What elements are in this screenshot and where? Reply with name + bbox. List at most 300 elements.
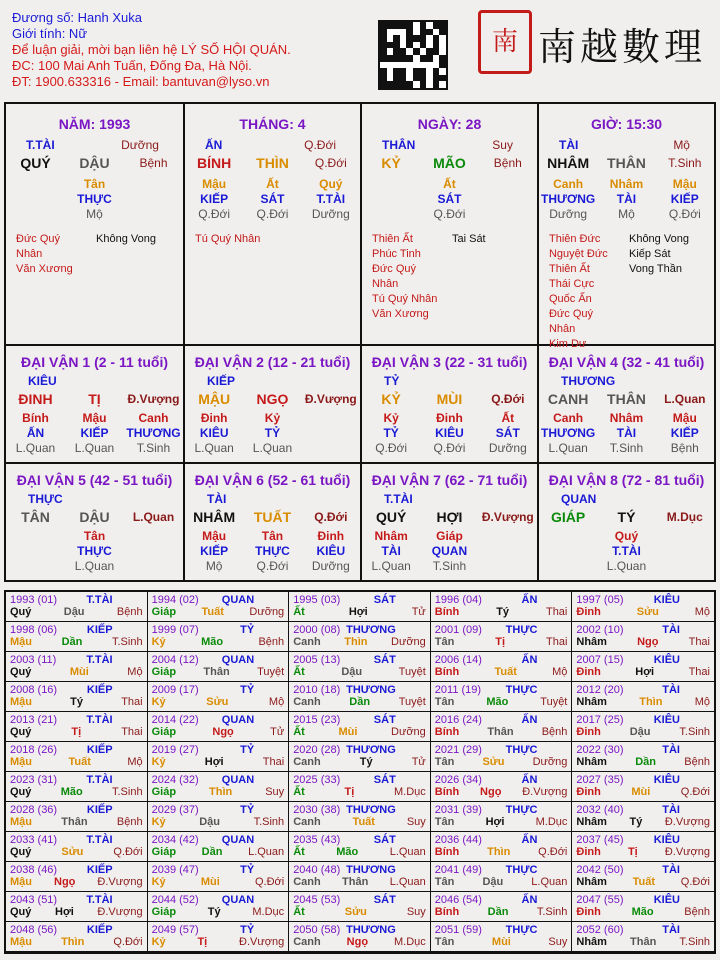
year-label: 2012 (20)	[576, 684, 624, 696]
year-cell[interactable]	[572, 922, 714, 952]
year-stage: Tử	[270, 726, 285, 738]
year-god: KIẾP	[86, 624, 113, 636]
hidden-stage	[656, 559, 714, 574]
hidden-stages	[185, 207, 360, 222]
year-bottom	[435, 786, 568, 798]
year-branch: Ngọ	[212, 726, 234, 738]
year-cell[interactable]	[289, 862, 431, 892]
hidden-stage	[6, 559, 65, 574]
dayun-1[interactable]	[6, 346, 183, 462]
year-god: ẤN	[521, 594, 538, 606]
hidden-stem: Mậu	[202, 529, 227, 543]
year-stage: Mộ	[694, 606, 710, 618]
heavenly-stem: MẬU	[198, 391, 231, 407]
year-label: 1999 (07)	[151, 624, 199, 636]
hidden-stage	[124, 207, 183, 222]
year-god: TÀI	[662, 684, 680, 696]
year-cell[interactable]	[572, 592, 714, 622]
hidden-stages	[362, 441, 537, 456]
year-god: TÀI	[662, 804, 680, 816]
year-stage: Tuyệt	[398, 666, 426, 678]
hidden-stage: L.Quan	[74, 559, 115, 573]
year-label: 1996 (04)	[434, 594, 482, 606]
year-branch: Mùi	[338, 726, 358, 738]
year-branch: Thìn	[209, 786, 233, 798]
year-bottom	[435, 606, 568, 618]
star-item: Văn Xương	[371, 308, 429, 320]
year-cell[interactable]	[572, 682, 714, 712]
year-stage: Thai	[545, 606, 568, 618]
year-god: TỶ	[240, 804, 255, 816]
year-top	[293, 594, 426, 606]
year-stage: Mộ	[268, 696, 285, 708]
year-cell[interactable]	[431, 802, 573, 832]
year-top	[152, 834, 285, 846]
year-stem: Giáp	[151, 606, 177, 618]
year-label: 2029 (37)	[151, 804, 199, 816]
star-item: Đức Quý Nhân	[16, 233, 61, 260]
year-cell[interactable]	[6, 832, 148, 862]
year-cell[interactable]	[6, 592, 148, 622]
year-label: 2004 (12)	[151, 654, 199, 666]
year-bottom	[293, 816, 426, 828]
year-cell[interactable]	[572, 862, 714, 892]
seal-logo: 南	[478, 10, 532, 74]
year-top	[10, 714, 143, 726]
dayun-stem-line	[6, 510, 183, 525]
year-stage: Suy	[548, 936, 568, 948]
year-cell[interactable]	[6, 652, 148, 682]
stars-left	[6, 232, 86, 277]
hidden-stem: Quý	[614, 529, 639, 543]
year-top	[435, 684, 568, 696]
year-top	[293, 654, 426, 666]
year-cell[interactable]	[289, 832, 431, 862]
year-stage: Mộ	[127, 756, 143, 768]
year-stage: Tử	[411, 606, 426, 618]
year-top	[293, 924, 426, 936]
year-cell[interactable]	[289, 802, 431, 832]
year-branch: Thân	[61, 816, 88, 828]
year-top	[152, 924, 285, 936]
year-branch: Tý	[207, 906, 221, 918]
year-top	[576, 864, 710, 876]
year-stage: Bệnh	[116, 606, 143, 618]
year-cell[interactable]	[148, 802, 290, 832]
heavenly-stem: TÂN	[21, 509, 50, 525]
year-cell[interactable]	[572, 712, 714, 742]
year-god: KIÊU	[653, 654, 680, 666]
heavenly-stem: GIÁP	[551, 509, 586, 525]
year-cell[interactable]	[6, 772, 148, 802]
year-bottom	[293, 606, 426, 618]
hidden-god	[479, 544, 537, 559]
year-cell[interactable]	[289, 682, 431, 712]
hidden-stem: Đinh	[317, 529, 345, 543]
earthly-branch: DẬU	[79, 155, 110, 171]
year-cell[interactable]	[572, 772, 714, 802]
hidden-stages	[185, 441, 360, 456]
year-stem: Quý	[10, 786, 32, 798]
fate-label: Đ.Vượng	[127, 392, 180, 406]
year-top	[576, 714, 710, 726]
year-cell[interactable]	[148, 742, 290, 772]
earthly-branch: DẬU	[79, 509, 110, 525]
year-bottom	[10, 726, 143, 738]
hidden-stage: L.Quan	[371, 559, 411, 573]
hidden-stems	[185, 411, 360, 426]
year-cell[interactable]	[431, 682, 573, 712]
dayun-title: ĐẠI VẬN 3 (22 - 31 tuổi)	[371, 354, 528, 370]
year-stem: Đinh	[576, 906, 601, 918]
year-bottom	[10, 816, 143, 828]
fate-label: Bệnh	[139, 156, 168, 170]
year-label: 2052 (60)	[576, 924, 624, 936]
year-stem: Mậu	[10, 696, 32, 708]
year-cell[interactable]	[431, 832, 573, 862]
hidden-stages	[6, 559, 183, 574]
year-top	[435, 744, 568, 756]
year-cell[interactable]	[572, 802, 714, 832]
year-bottom	[293, 726, 426, 738]
year-cell[interactable]	[289, 922, 431, 952]
year-god: KIÊU	[653, 834, 680, 846]
year-cell[interactable]	[148, 832, 290, 862]
year-label: 2031 (39)	[434, 804, 482, 816]
year-top	[10, 594, 143, 606]
star-item: Không Vong	[96, 233, 156, 245]
year-bottom	[435, 726, 568, 738]
hidden-stage: L.Quan	[15, 441, 56, 455]
year-cell[interactable]	[289, 592, 431, 622]
year-branch: Tuất	[201, 606, 224, 618]
hidden-stem: Mậu	[202, 177, 227, 191]
hidden-stem	[6, 529, 65, 544]
year-god: T.TÀI	[86, 714, 113, 726]
year-branch: Dần	[349, 696, 371, 708]
stage-label: Mộ	[673, 138, 690, 152]
year-label: 2048 (56)	[10, 924, 58, 936]
year-cell[interactable]	[289, 892, 431, 922]
heavenly-stem: ĐINH	[18, 391, 53, 407]
year-bottom	[10, 756, 143, 768]
year-top	[576, 594, 710, 606]
year-branch: Ngọ	[54, 876, 76, 888]
year-stage: Bệnh	[684, 756, 710, 768]
year-cell[interactable]	[148, 712, 290, 742]
hidden-god: T.TÀI	[316, 192, 346, 206]
year-god: THƯƠNG	[346, 804, 396, 816]
year-branch: Tị	[495, 636, 506, 648]
year-cell[interactable]	[572, 622, 714, 652]
hidden-gods	[362, 426, 537, 441]
year-cell[interactable]	[6, 622, 148, 652]
year-cell[interactable]	[148, 622, 290, 652]
star-item: Thiên Ất	[548, 263, 590, 275]
year-god: T.TÀI	[86, 894, 113, 906]
year-top	[10, 774, 143, 786]
heavenly-stem: QUÝ	[20, 155, 51, 171]
year-cell[interactable]	[431, 712, 573, 742]
year-top	[293, 894, 426, 906]
year-branch: Tuất	[68, 756, 91, 768]
year-cell[interactable]	[6, 802, 148, 832]
heavenly-stem: KỶ	[381, 155, 401, 171]
year-god: TỶ	[240, 924, 255, 936]
year-stage: Đ.Vượng	[664, 846, 710, 858]
year-cell[interactable]	[431, 592, 573, 622]
year-label: 2049 (57)	[151, 924, 199, 936]
stars-right	[265, 232, 275, 247]
hidden-stage: Dưỡng	[488, 441, 527, 455]
hidden-stage: L.Quan	[548, 441, 588, 455]
year-bottom	[435, 636, 568, 648]
year-cell[interactable]	[572, 652, 714, 682]
year-cell[interactable]	[431, 742, 573, 772]
stage-label: Suy	[492, 138, 513, 152]
dayun-4[interactable]	[537, 346, 714, 462]
year-cell[interactable]	[6, 892, 148, 922]
year-label: 2007 (15)	[576, 654, 624, 666]
year-cell[interactable]	[6, 922, 148, 952]
year-god: SÁT	[373, 834, 396, 846]
year-bottom	[435, 876, 568, 888]
year-cell[interactable]	[572, 892, 714, 922]
year-cell[interactable]	[289, 652, 431, 682]
dayun-8[interactable]	[537, 464, 714, 580]
year-bottom	[293, 906, 426, 918]
year-stem: Bính	[434, 666, 460, 678]
year-cell[interactable]	[148, 682, 290, 712]
year-label: 2026 (34)	[434, 774, 482, 786]
dayun-stem-line	[362, 392, 537, 407]
year-stem: Mậu	[10, 936, 32, 948]
year-top	[576, 924, 710, 936]
stars-block	[539, 232, 714, 352]
year-cell[interactable]	[431, 622, 573, 652]
year-cell[interactable]	[289, 622, 431, 652]
year-cell[interactable]	[431, 652, 573, 682]
hidden-god: KIẾP	[670, 426, 699, 440]
year-stage: M.Dục	[394, 936, 426, 948]
year-bottom	[152, 696, 285, 708]
year-cell[interactable]	[6, 712, 148, 742]
year-stage: Thai	[688, 666, 710, 678]
year-stem: Tân	[434, 876, 455, 888]
year-label: 1993 (01)	[10, 594, 58, 606]
hidden-god: THƯƠNG	[541, 192, 596, 206]
year-stem: Nhâm	[576, 876, 607, 888]
year-top	[576, 684, 710, 696]
year-cell[interactable]	[289, 742, 431, 772]
year-cell[interactable]	[431, 892, 573, 922]
year-top	[576, 804, 710, 816]
year-god: KIÊU	[653, 894, 680, 906]
year-bottom	[10, 636, 143, 648]
year-cell[interactable]	[148, 922, 290, 952]
stars-right	[619, 232, 689, 352]
hidden-god	[656, 544, 714, 559]
year-cell[interactable]	[572, 742, 714, 772]
hidden-god: KIÊU	[199, 426, 229, 440]
year-branch: Sửu	[344, 906, 367, 918]
year-label: 2013 (21)	[10, 714, 58, 726]
year-branch: Thân	[630, 936, 657, 948]
year-god: THƯƠNG	[346, 624, 396, 636]
year-cell[interactable]	[148, 772, 290, 802]
hidden-stage: Q.Đới	[198, 207, 231, 221]
year-stem: Đinh	[576, 666, 601, 678]
year-god: TÀI	[662, 924, 680, 936]
year-bottom	[435, 816, 568, 828]
year-cell[interactable]	[431, 862, 573, 892]
year-cell[interactable]	[148, 892, 290, 922]
hidden-stems	[6, 177, 183, 192]
year-stem: Nhâm	[576, 636, 607, 648]
heavenly-stem: BÍNH	[197, 155, 232, 171]
subject-gender: Giới tính: Nữ	[12, 26, 88, 41]
hidden-stem: Tân	[83, 529, 106, 543]
year-branch: Ngọ	[480, 786, 502, 798]
year-stem: Tân	[434, 636, 455, 648]
year-branch: Tý	[629, 816, 643, 828]
hidden-stem: Mậu	[672, 177, 697, 191]
dayun-2[interactable]	[183, 346, 360, 462]
year-stage: Đ.Vượng	[522, 786, 568, 798]
star-item: Nguyệt Đức	[548, 248, 608, 260]
hidden-god: TỶ	[264, 426, 281, 440]
chart-header	[12, 10, 352, 90]
year-god: TỶ	[240, 744, 255, 756]
year-god: KIÊU	[653, 714, 680, 726]
year-top	[576, 744, 710, 756]
year-branch: Mão	[201, 636, 224, 648]
phone-email-line[interactable]: ĐT: 1900.633316 - Email: bantuvan@lyso.vn	[12, 74, 270, 89]
fate-label: Q.Đới	[314, 510, 348, 524]
hidden-stage: Q.Đới	[433, 441, 466, 455]
year-god: QUAN	[221, 894, 255, 906]
year-stem: Kỷ	[151, 636, 166, 648]
year-god: T.TÀI	[86, 774, 113, 786]
year-stage: Tuyệt	[257, 666, 285, 678]
hidden-god	[6, 192, 65, 207]
pillar-row	[6, 104, 714, 350]
hidden-stages	[539, 441, 714, 456]
year-stem: Tân	[434, 816, 455, 828]
year-bottom	[576, 726, 710, 738]
year-cell[interactable]	[148, 862, 290, 892]
year-stem: Nhâm	[576, 696, 607, 708]
hidden-stems	[362, 529, 537, 544]
dayun-god: T.TÀI	[383, 492, 413, 506]
year-label: 2042 (50)	[576, 864, 624, 876]
dayun-7[interactable]	[360, 464, 537, 580]
star-item: Phúc Tinh	[371, 248, 421, 260]
year-stem: Giáp	[151, 906, 177, 918]
hidden-stem: Tân	[261, 529, 284, 543]
year-branch: Tuất	[632, 876, 656, 888]
hidden-god: TỶ	[383, 426, 399, 440]
year-stem: Nhâm	[576, 816, 607, 828]
hidden-god: KIÊU	[316, 544, 346, 558]
year-cell[interactable]	[431, 922, 573, 952]
year-god: ẤN	[521, 654, 538, 666]
hidden-gods	[539, 544, 714, 559]
year-label: 2020 (28)	[293, 744, 341, 756]
year-cell[interactable]	[148, 592, 290, 622]
year-top	[152, 714, 285, 726]
stars-block	[185, 232, 360, 247]
year-branch: Dậu	[199, 816, 221, 828]
year-cell[interactable]	[289, 712, 431, 742]
star-item: Đức Quý Nhân	[371, 263, 417, 290]
hidden-god	[6, 544, 65, 559]
year-branch: Tị	[197, 936, 208, 948]
hidden-stem: Canh	[553, 411, 584, 425]
hidden-stage: L.Quan	[74, 441, 115, 455]
year-cell[interactable]	[6, 862, 148, 892]
year-bottom	[435, 666, 568, 678]
year-branch: Mùi	[631, 786, 651, 798]
year-stage: Bệnh	[258, 636, 285, 648]
year-stem: Quý	[10, 666, 32, 678]
dayun-stem-line	[185, 510, 360, 525]
year-cell[interactable]	[431, 772, 573, 802]
year-cell[interactable]	[572, 832, 714, 862]
earthly-branch: HỢI	[436, 509, 463, 525]
year-stem: Canh	[293, 816, 321, 828]
hidden-stem: Canh	[553, 177, 584, 191]
contact-line[interactable]: Để luận giải, mời bạn liên hệ LÝ SỐ HỘI QUÁN.	[12, 42, 291, 57]
dayun-6[interactable]	[183, 464, 360, 580]
pillar-god-line	[362, 138, 537, 152]
year-cell[interactable]	[148, 652, 290, 682]
year-god: KIẾP	[86, 744, 113, 756]
year-label: 2040 (48)	[293, 864, 341, 876]
year-branch: Mão	[631, 906, 654, 918]
hidden-stem	[302, 411, 360, 426]
year-branch: Sửu	[206, 696, 229, 708]
pillar-title: THÁNG: 4	[239, 116, 306, 132]
qr-code-icon[interactable]	[378, 20, 448, 90]
year-cell[interactable]	[6, 682, 148, 712]
year-branch: Hợi	[55, 906, 74, 918]
year-god: KIÊU	[653, 774, 680, 786]
year-stage: Tuyệt	[398, 696, 426, 708]
year-stage: Dưỡng	[532, 756, 568, 768]
year-label: 2001 (09)	[434, 624, 482, 636]
fate-label: Q.Đới	[314, 156, 347, 170]
year-branch: Tý	[496, 606, 510, 618]
dayun-3[interactable]	[360, 346, 537, 462]
year-label: 1995 (03)	[293, 594, 341, 606]
hidden-stem: Kỷ	[264, 411, 281, 425]
year-bottom	[576, 636, 710, 648]
year-cell[interactable]	[6, 742, 148, 772]
earthly-branch: THÌN	[256, 155, 289, 171]
dayun-5[interactable]	[6, 464, 183, 580]
hidden-god: KIẾP	[200, 544, 229, 558]
year-branch: Mão	[486, 696, 509, 708]
year-label: 2043 (51)	[10, 894, 58, 906]
year-label: 2051 (59)	[434, 924, 482, 936]
heavenly-stem: KỶ	[381, 391, 401, 407]
year-top	[435, 624, 568, 636]
dayun-stem-line	[6, 392, 183, 407]
year-cell[interactable]	[289, 772, 431, 802]
hidden-stage: T.Sinh	[136, 441, 171, 455]
dayun-god: KIÊU	[28, 374, 57, 388]
